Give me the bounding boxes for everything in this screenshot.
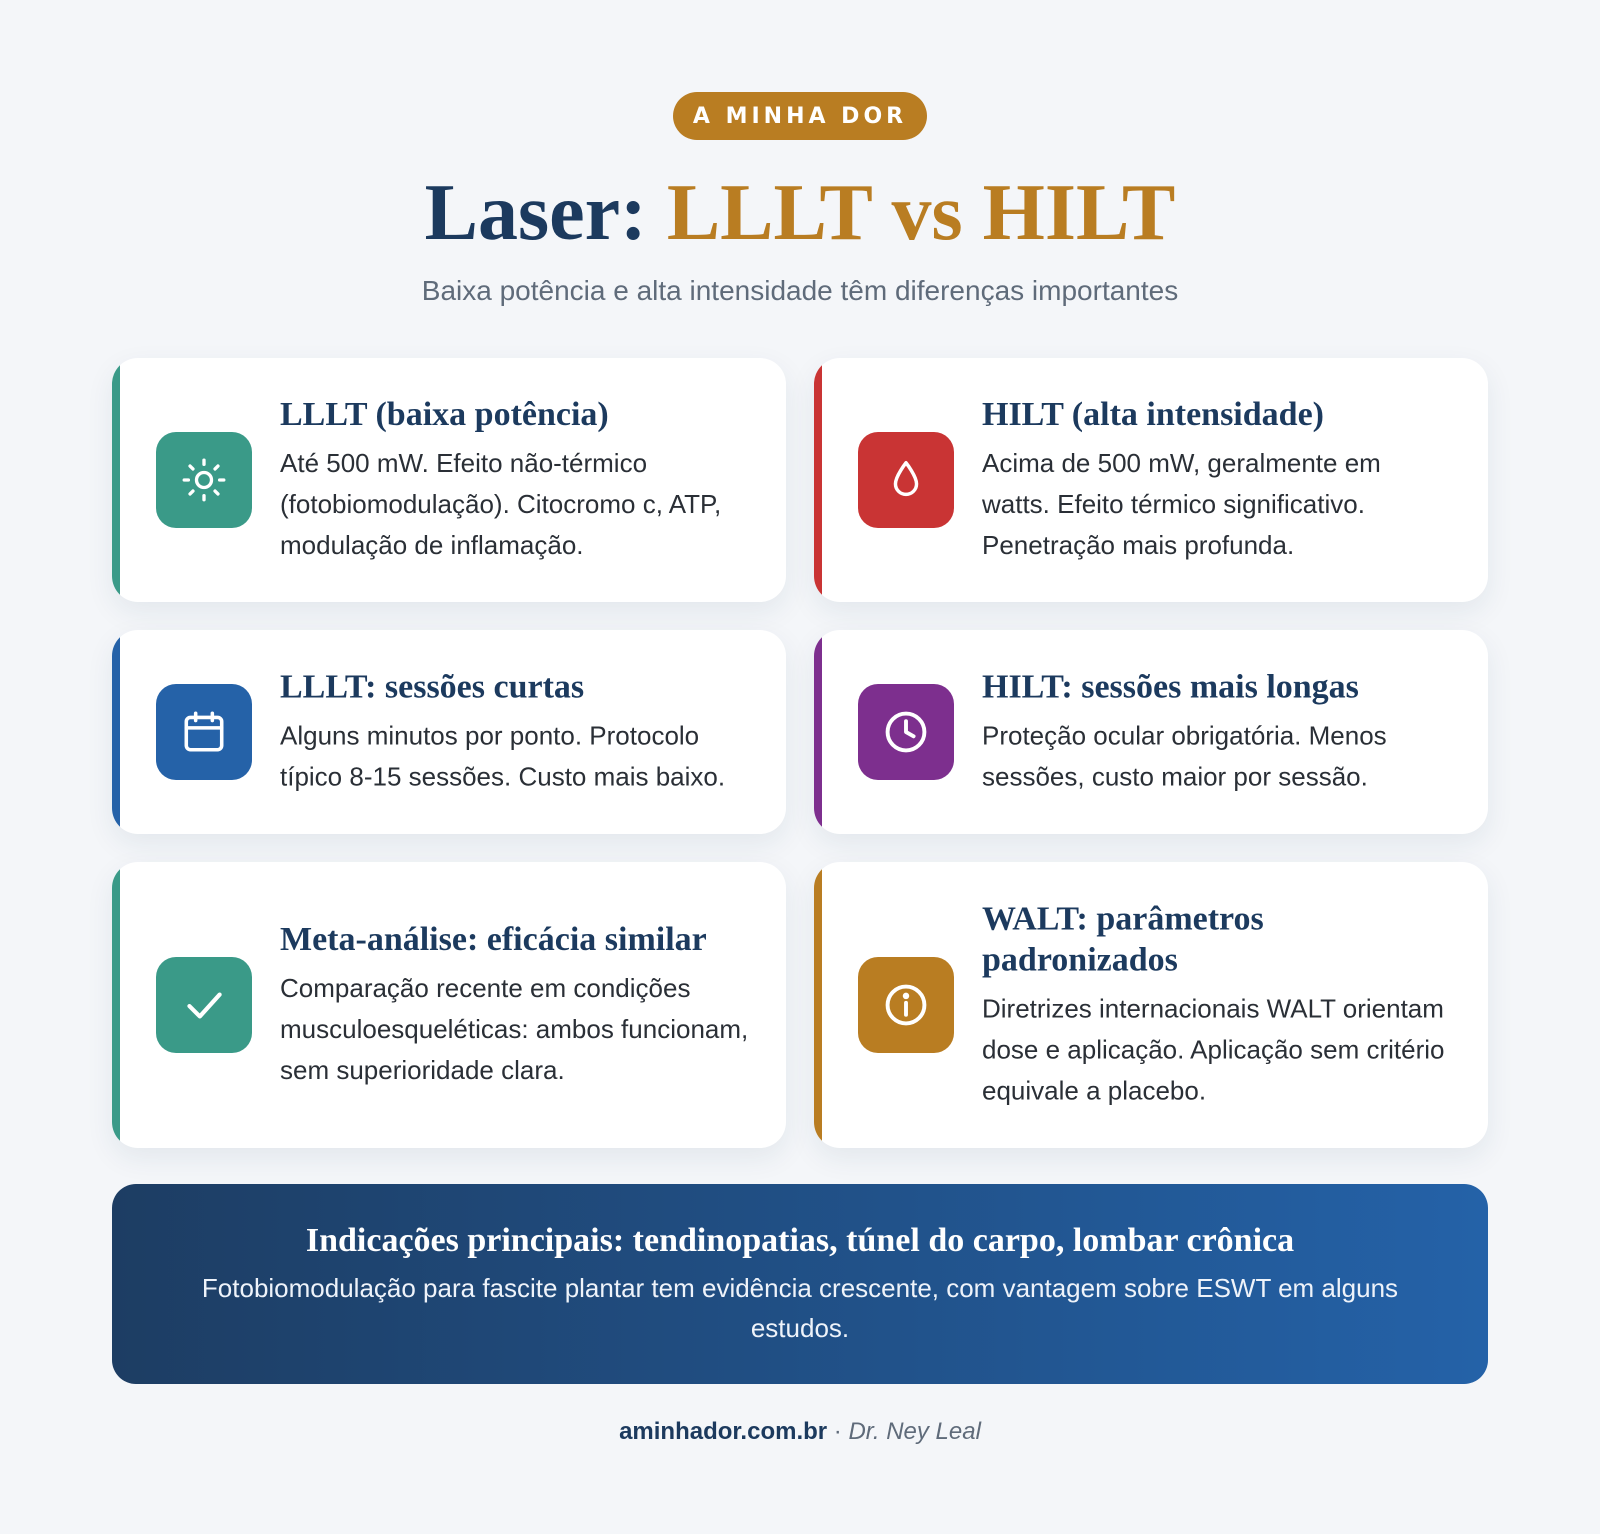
card-accent-bar — [814, 862, 822, 1148]
info-icon — [858, 957, 954, 1053]
card-accent-bar — [112, 862, 120, 1148]
droplet-icon — [858, 432, 954, 528]
card-meta-analysis — [112, 862, 786, 1148]
card-title: HILT: sessões mais longas — [982, 668, 1359, 706]
card-accent-bar — [112, 630, 120, 834]
card-lllt-power — [112, 358, 786, 602]
card-title: HILT (alta intensidade) — [982, 396, 1324, 433]
card-accent-bar — [112, 358, 120, 602]
footer-site: aminhador.com.br — [619, 1418, 828, 1445]
card-walt-parameters — [814, 862, 1488, 1148]
card-title: WALT: parâmetros padronizados — [982, 900, 1264, 979]
card-text: Proteção ocular obrigatória. Menos sessões, custo maior por sessão. — [982, 720, 1387, 792]
banner-text: Fotobiomodulação para fascite plantar tem evidência crescente, com vantagem sobre ESWT em alguns estudos. — [201, 1273, 1399, 1343]
title-prefix: Laser: — [424, 169, 667, 257]
title-accent: LLLT vs HILT — [666, 169, 1176, 257]
footer-separator: · — [827, 1418, 849, 1445]
card-text: Até 500 mW. Efeito não-térmico (fotobiomodulação). Citocromo c, ATP, modulação de inflamação. — [280, 448, 722, 560]
check-icon — [156, 957, 252, 1053]
card-accent-bar — [814, 630, 822, 834]
indications-banner — [112, 1184, 1488, 1384]
clock-icon — [858, 684, 954, 780]
sun-icon — [156, 432, 252, 528]
page-title — [0, 168, 1600, 258]
header-badge: A MINHA DOR — [673, 92, 927, 140]
card-title: LLLT: sessões curtas — [280, 668, 585, 706]
card-text: Diretrizes internacionais WALT orientam dose e aplicação. Aplicação sem critério equivale a placebo. — [982, 993, 1445, 1106]
card-title: Meta-análise: eficácia similar — [280, 921, 707, 958]
card-hilt-sessions — [814, 630, 1488, 834]
card-text: Acima de 500 mW, geralmente em watts. Efeito térmico significativo. Penetração mais profunda. — [982, 448, 1381, 560]
footer-author: Dr. Ney Leal — [848, 1418, 981, 1445]
card-title: LLLT (baixa potência) — [280, 396, 609, 433]
card-hilt-intensity — [814, 358, 1488, 602]
footer — [0, 1418, 1600, 1446]
card-text: Alguns minutos por ponto. Protocolo típico 8-15 sessões. Custo mais baixo. — [280, 720, 726, 792]
card-lllt-sessions — [112, 630, 786, 834]
page-subtitle: Baixa potência e alta intensidade têm diferenças importantes — [421, 275, 1179, 306]
card-text: Comparação recente em condições musculoesqueléticas: ambos funcionam, sem superioridade clara. — [280, 973, 749, 1085]
calendar-icon — [156, 684, 252, 780]
card-accent-bar — [814, 358, 822, 602]
banner-title: Indicações principais: tendinopatias, túnel do carpo, lombar crônica — [305, 1222, 1295, 1259]
